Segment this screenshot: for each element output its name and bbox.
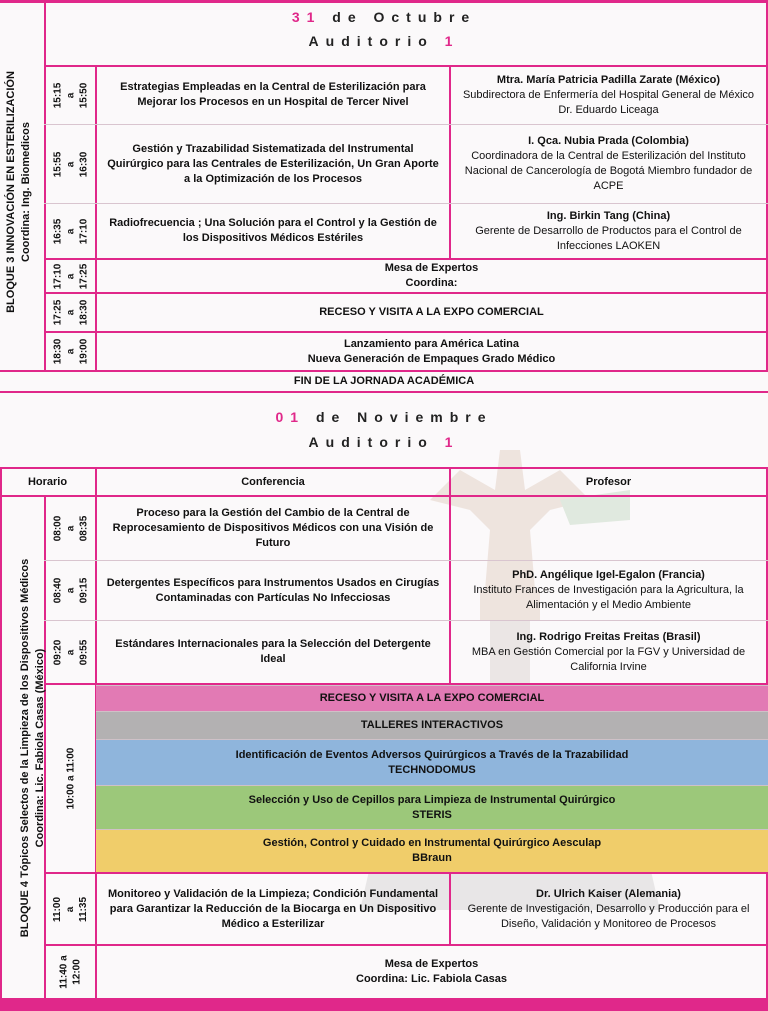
day2-experts-time: 11:40 a 12:00 bbox=[58, 955, 83, 989]
day1-experts: Mesa de Expertos Coordina: bbox=[384, 262, 479, 289]
workshop-time: 10:00 a 11:00 bbox=[65, 747, 76, 810]
day1-room-title: Auditorio 1 bbox=[308, 33, 460, 49]
day2-row3-title: Estándares Internacionales para la Selección del Detergente Ideal bbox=[115, 638, 431, 665]
day2-row4-speaker: Dr. Ulrich Kaiser (Alemania) Gerente de Investigación, Desarrollo y Producción para el Diseño, Validación y Monitoreo de Procesos bbox=[467, 887, 750, 930]
day2-room-title: Auditorio 1 bbox=[308, 434, 460, 450]
day2-row3-speaker: Ing. Rodrigo Freitas Freitas (Brasil) MBA en Gestión Comercial por la FGV y Universidad de California Irvine bbox=[471, 630, 746, 673]
day2-row2-time: 08:40 a 09:15 bbox=[51, 577, 89, 604]
day2-row4-time: 11:00 a 11:35 bbox=[52, 896, 89, 922]
day1-block-label: BLOQUE 3 INNOVACIÓN EN ESTERILIZACIÓN Coordina: Ing. Biomedicos bbox=[5, 71, 32, 313]
bottom-border bbox=[0, 998, 768, 1011]
header-talk: Conferencia bbox=[241, 476, 305, 488]
day2-date-title: 01 de Noviembre bbox=[275, 409, 493, 425]
day2-row2-speaker: PhD. Angélique Igel-Egalon (Francia) Instituto Frances de Investigación para la Agricultura, la Alimentación y el Medio Ambiente bbox=[473, 569, 744, 611]
band-steris: Selección y Uso de Cepillos para Limpieza de Instrumental Quirúrgico STERIS bbox=[96, 785, 768, 829]
day2-row1-title: Proceso para la Gestión del Cambio de la Central de Reprocesamiento de Dispositivos Médicos con una Visión de Futuro bbox=[112, 507, 434, 549]
day1-recess: RECESO Y VISITA A LA EXPO COMERCIAL bbox=[319, 306, 544, 318]
header-speaker: Profesor bbox=[585, 476, 632, 488]
band-bbraun: Gestión, Control y Cuidado en Instrumental Quirúrgico Aesculap BBraun bbox=[96, 829, 768, 872]
day1-experts-time: 17:10 a 17:25 bbox=[51, 263, 89, 289]
day1-recess-time: 17:25 a 18:30 bbox=[51, 299, 89, 326]
day2-experts: Mesa de Expertos Coordina: Lic. Fabiola Casas bbox=[356, 958, 507, 985]
day2-row3-time: 09:20 a 09:55 bbox=[51, 639, 89, 665]
day2-block-label: BLOQUE 4 Tópicos Selectos de la Limpieza de los Dispositivos Médicos Coordina: Lic. Fabiola Casas (México) bbox=[19, 558, 46, 938]
band-technodomus: Identificación de Eventos Adversos Quirúrgicos a Través de la Trazabilidad TECHNODOMUS bbox=[96, 739, 768, 785]
day1-row1-time: 15:15 a 15:50 bbox=[51, 82, 89, 108]
day1-launch: Lanzamiento para América Latina Nueva Generación de Empaques Grado Médico bbox=[307, 337, 556, 365]
day1-row2-time: 15:55 a 16:30 bbox=[51, 151, 89, 177]
header-time: Horario bbox=[27, 476, 68, 488]
day1-row1-title: Estrategias Empleadas en la Central de Esterilización para Mejorar los Procesos en un Hospital de Tercer Nivel bbox=[120, 81, 426, 108]
day1-row1-speaker: Mtra. María Patricia Padilla Zarate (México) Subdirectora de Enfermería del Hospital General de México Dr. Eduardo Liceaga bbox=[462, 73, 755, 116]
band-recess: RECESO Y VISITA A LA EXPO COMERCIAL bbox=[96, 685, 768, 711]
day1-row3-time: 16:35 a 17:10 bbox=[51, 218, 89, 244]
day2-row2-title: Detergentes Específicos para Instrumentos Usados en Cirugías Contaminadas con Partículas No Infecciosas bbox=[106, 576, 440, 604]
day2-row1-time: 08:00 a 08:35 bbox=[51, 515, 89, 542]
day1-row3-title: Radiofrecuencia ; Una Solución para el Control y la Gestión de los Dispositivos Médicos Estériles bbox=[109, 217, 437, 244]
day1-launch-time: 18:30 a 19:00 bbox=[51, 338, 89, 365]
day2-row4-title: Monitoreo y Validación de la Limpieza; Condición Fundamental para Garantizar la Reducción de la Biocarga en Un Dispositivo Médico a Esterilizar bbox=[107, 887, 439, 930]
day1-row3-speaker: Ing. Birkin Tang (China) Gerente de Desarrollo de Productos para el Control de Infecciones LAOKEN bbox=[475, 209, 742, 252]
day1-end: FIN DE LA JORNADA ACADÉMICA bbox=[293, 374, 475, 387]
day1-date-title: 31 de Octubre bbox=[291, 9, 477, 25]
day1-row2-title: Gestión y Trazabilidad Sistematizada del Instrumental Quirúrgico para las Centrales de Esterilización, Un Gran Aporte a la Optimización de los Procesos bbox=[107, 142, 439, 185]
day1-row2-speaker: I. Qca. Nubia Prada (Colombia) Coordinadora de la Central de Esterilización del Instituto Nacional de Cancerología de Bogotá Miembro fundador de ACPE bbox=[464, 135, 753, 192]
band-workshops: TALLERES INTERACTIVOS bbox=[96, 711, 768, 739]
